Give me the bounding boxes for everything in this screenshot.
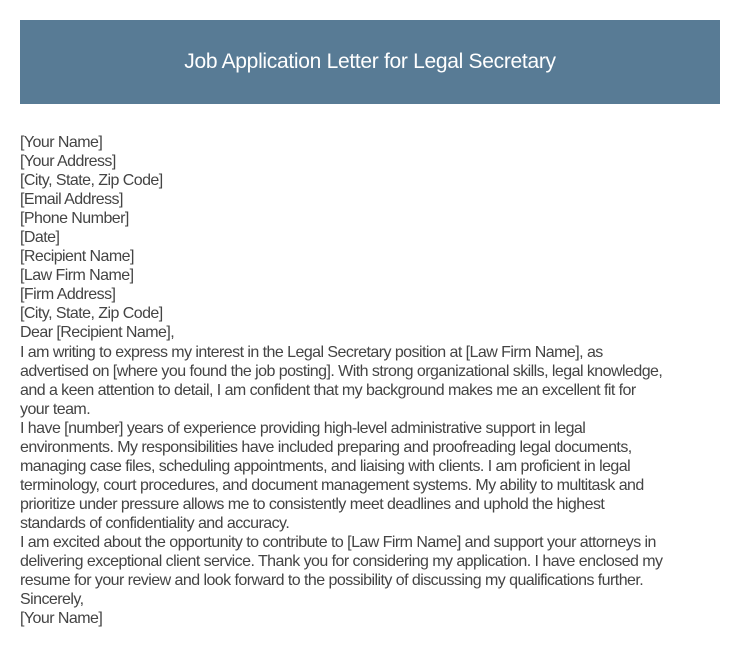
sender-email: [Email Address] <box>20 191 123 209</box>
paragraph-line: I am excited about the opportunity to contribute to [Law Firm Name] and support your attorneys in <box>20 533 656 551</box>
sender-city-state-zip: [City, State, Zip Code] <box>20 172 163 190</box>
recipient-firm-name: [Law Firm Name] <box>20 267 134 285</box>
paragraph-line: advertised on [where you found the job posting]. With strong organizational skills, legal knowledge, <box>20 362 663 380</box>
sender-block <box>20 133 740 228</box>
letter-date: [Date] <box>20 229 60 247</box>
paragraph-line: resume for your review and look forward to the possibility of discussing my qualifications further. <box>20 572 644 590</box>
paragraph-line: delivering exceptional client service. Thank you for considering my application. I have enclosed my <box>20 553 663 571</box>
sender-name: [Your Name] <box>20 134 103 151</box>
recipient-name: [Recipient Name] <box>20 248 134 266</box>
paragraph-line: environments. My responsibilities have included preparing and proofreading legal documents, <box>20 438 632 456</box>
sender-address: [Your Address] <box>20 153 116 171</box>
title-banner <box>20 20 720 104</box>
recipient-firm-address: [Firm Address] <box>20 286 116 304</box>
paragraph-closing <box>20 533 740 590</box>
letter-body <box>20 133 740 628</box>
paragraph-line: your team. <box>20 400 91 418</box>
signature: [Your Name] <box>20 610 103 628</box>
paragraph-line: I am writing to express my interest in the Legal Secretary position at [Law Firm Name], as <box>20 343 603 361</box>
paragraph-line: I have [number] years of experience providing high-level administrative support in legal <box>20 419 586 437</box>
paragraph-line: and a keen attention to detail, I am confident that my background makes me an excellent fit for <box>20 381 636 399</box>
closing: Sincerely, <box>20 591 84 609</box>
recipient-block <box>20 247 740 323</box>
sender-phone: [Phone Number] <box>20 210 129 228</box>
paragraph-line: prioritize under pressure allows me to consistently meet deadlines and uphold the highest <box>20 495 605 513</box>
salutation: Dear [Recipient Name], <box>20 324 175 342</box>
paragraph-line: managing case files, scheduling appointments, and liaising with clients. I am proficient in legal <box>20 457 631 475</box>
page-title: Job Application Letter for Legal Secretary <box>184 50 556 73</box>
paragraph-line: standards of confidentiality and accuracy. <box>20 514 290 532</box>
paragraph-experience <box>20 419 740 533</box>
paragraph-intro <box>20 343 740 419</box>
paragraph-line: terminology, court procedures, and document management systems. My ability to multitask and <box>20 476 644 494</box>
recipient-city-state-zip: [City, State, Zip Code] <box>20 305 163 323</box>
